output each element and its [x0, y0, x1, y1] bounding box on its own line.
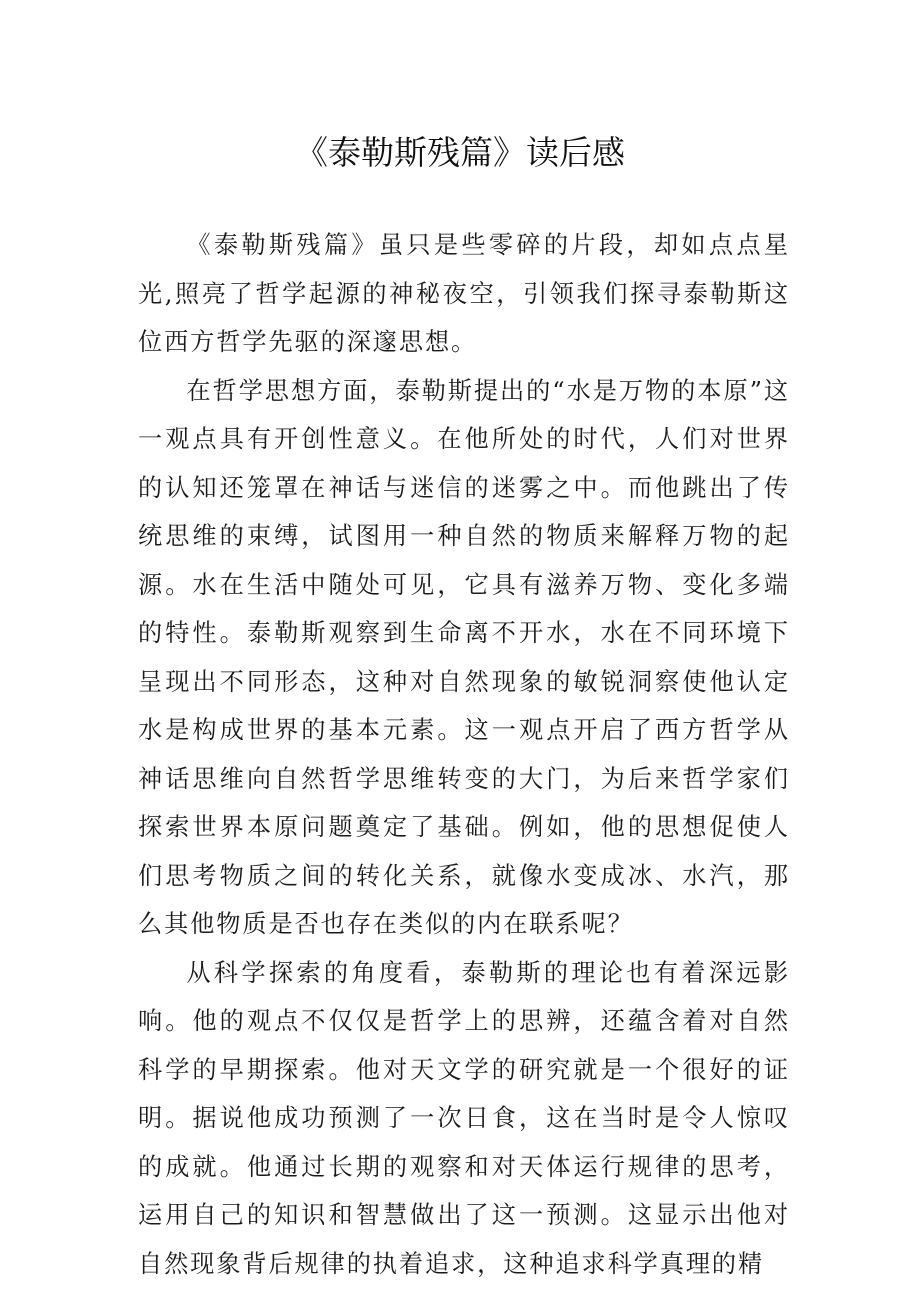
paragraph-philosophy: 在哲学思想方面，泰勒斯提出的“水是万物的本原”这一观点具有开创性意义。在他所处的时代，人们对世界的认知还笼罩在神话与迷信的迷雾之中。而他跳出了传统思维的束缚，试图用一种自然的物质来解释万物的起源。水在生活中随处可见，它具有滋养万物、变化多端的特性。泰勒斯观察到生命离不开水，水在不同环境下呈现出不同形态，这种对自然现象的敏锐洞察使他认定水是构成世界的基本元素。这一观点开启了西方哲学从神话思维向自然哲学思维转变的大门，为后来哲学家们探索世界本原问题奠定了基础。例如，他的思想促使人们思考物质之间的转化关系，就像水变成冰、水汽，那么其他物质是否也存在类似的内在联系呢？: [138, 376, 790, 938]
document-title: 《泰勒斯残篇》读后感: [295, 133, 625, 172]
document-body: [138, 221, 790, 1288]
paragraph-intro: 《泰勒斯残篇》虽只是些零碎的片段，却如点点星光,照亮了哲学起源的神秘夜空，引领我们探寻泰勒斯这位西方哲学先驱的深邃思想。: [138, 231, 790, 356]
paragraph-science: 从科学探索的角度看，泰勒斯的理论也有着深远影响。他的观点不仅仅是哲学上的思辨，还蕴含着对自然科学的早期探索。他对天文学的研究就是一个很好的证明。据说他成功预测了一次日食，这在当时是令人惊叹的成就。他通过长期的观察和对天体运行规律的思考，运用自己的知识和智慧做出了这一预测。这显示出他对自然现象背后规律的执着追求，这种追求科学真理的精: [138, 958, 790, 1278]
